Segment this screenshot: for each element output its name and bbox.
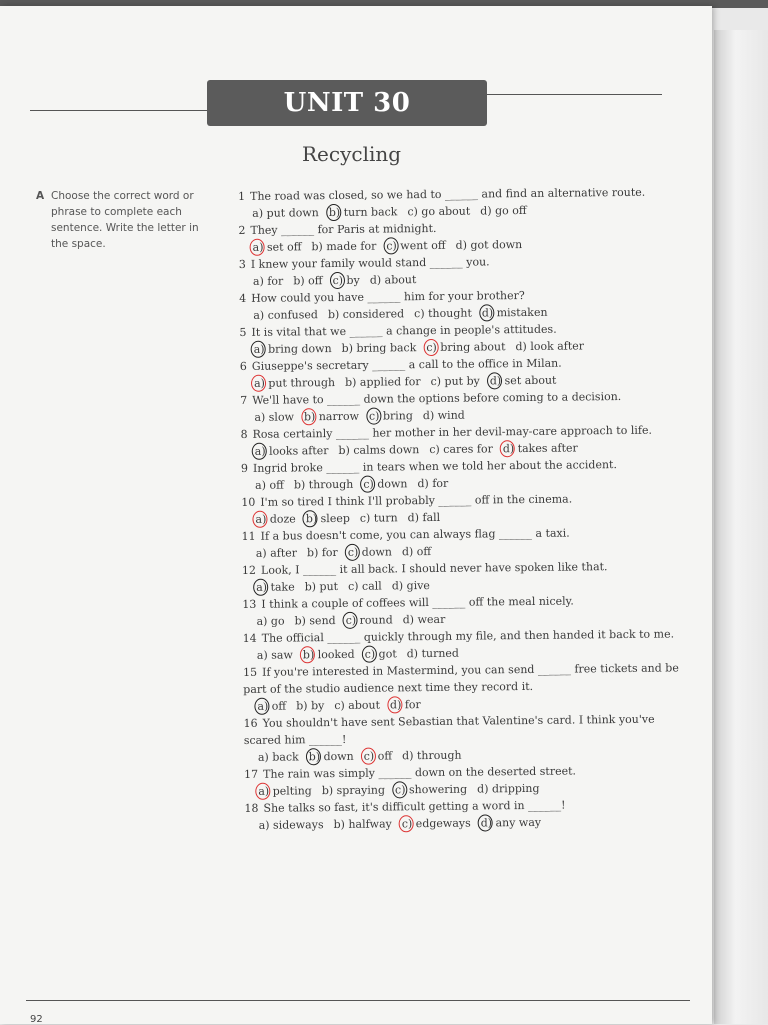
question-number: 1 bbox=[238, 189, 246, 203]
answer-option[interactable]: b) sleep bbox=[306, 512, 350, 525]
question-text: Giuseppe's secretary ______ a call to the office in Milan. bbox=[251, 356, 562, 373]
answer-option[interactable]: d) about bbox=[369, 273, 417, 287]
question-number: 14 bbox=[242, 631, 257, 645]
pen-circle-mark bbox=[303, 510, 318, 527]
pen-circle-mark bbox=[361, 748, 376, 765]
question-item bbox=[241, 489, 681, 528]
question-text: I knew your family would stand ______ you. bbox=[250, 255, 490, 271]
answer-option[interactable]: b) put bbox=[304, 579, 339, 594]
header-rule-left bbox=[30, 110, 208, 111]
question-item bbox=[243, 625, 683, 664]
pen-circle-mark bbox=[362, 646, 377, 663]
question-text: Look, I ______ it all back. I should never have spoken like that. bbox=[260, 560, 608, 577]
answer-option[interactable]: c) bring about bbox=[426, 340, 505, 354]
question-number: 11 bbox=[241, 529, 256, 543]
answer-option[interactable]: c) off bbox=[364, 749, 393, 762]
answer-option[interactable]: c) put by bbox=[430, 374, 480, 388]
answer-option[interactable]: d) turned bbox=[406, 646, 460, 661]
answer-option[interactable]: d) for bbox=[390, 698, 421, 711]
answer-option[interactable]: c) turn bbox=[359, 511, 398, 525]
question-text: They ______ for Paris at midnight. bbox=[250, 221, 437, 237]
question-number: 9 bbox=[240, 461, 249, 475]
question-number: 16 bbox=[243, 716, 258, 730]
page-subtitle: Recycling bbox=[302, 142, 402, 166]
question-item bbox=[242, 591, 682, 630]
answer-option[interactable]: b) for bbox=[306, 545, 338, 560]
exercise-instruction bbox=[36, 188, 216, 252]
pen-circle-mark bbox=[399, 815, 414, 832]
instruction-text: Choose the correct word or phrase to complete each sentence. Write the letter in the space. bbox=[51, 190, 199, 250]
header-rule-right bbox=[486, 94, 662, 95]
answer-option[interactable]: a) put down bbox=[252, 206, 319, 220]
pen-circle-mark bbox=[423, 339, 438, 356]
question-item bbox=[243, 659, 684, 715]
question-number: 7 bbox=[240, 393, 248, 407]
question-item bbox=[239, 251, 679, 290]
question-item bbox=[240, 387, 680, 426]
answer-option[interactable]: a) for bbox=[252, 274, 284, 288]
answer-option[interactable]: d) give bbox=[391, 579, 430, 593]
question-text: She talks so fast, it's difficult getting a word in ______! bbox=[263, 798, 566, 815]
question-number: 17 bbox=[244, 767, 259, 781]
answer-option[interactable]: b) down bbox=[309, 750, 354, 763]
pen-circle-mark bbox=[387, 696, 402, 713]
question-item bbox=[238, 183, 678, 222]
answer-option[interactable]: c) went off bbox=[386, 239, 445, 253]
pen-circle-mark bbox=[366, 408, 381, 425]
question-number: 15 bbox=[243, 665, 258, 679]
question-text: If a bus doesn't come, you can always flag ______ a taxi. bbox=[260, 526, 570, 543]
answer-option[interactable]: c) by bbox=[332, 274, 359, 287]
question-text: How could you have ______ him for your brother? bbox=[251, 289, 525, 305]
answer-option[interactable]: c) down bbox=[348, 545, 392, 558]
question-text: We'll have to ______ down the options before coming to a decision. bbox=[252, 389, 622, 407]
answer-option[interactable]: c) thought bbox=[414, 306, 472, 321]
question-number: 2 bbox=[238, 223, 246, 237]
answer-option[interactable]: a) take bbox=[256, 580, 295, 593]
question-number: 6 bbox=[239, 359, 247, 373]
question-number: 5 bbox=[239, 325, 247, 339]
answer-option[interactable]: d) wind bbox=[422, 408, 465, 423]
pen-circle-mark bbox=[392, 781, 407, 798]
question-list bbox=[238, 183, 685, 834]
question-item bbox=[244, 761, 684, 800]
pen-circle-mark bbox=[326, 204, 341, 221]
answer-option[interactable]: d) got down bbox=[455, 238, 523, 252]
answer-option[interactable]: c) call bbox=[348, 579, 382, 593]
answer-option[interactable]: d) any way bbox=[481, 816, 542, 830]
answer-option[interactable]: b) turn back bbox=[329, 205, 398, 219]
question-text: Rosa certainly ______ her mother in her devil-may-care approach to life. bbox=[252, 423, 652, 441]
pen-circle-mark bbox=[252, 511, 267, 528]
answer-option[interactable]: c) go about bbox=[407, 204, 471, 219]
pen-circle-mark bbox=[306, 748, 321, 765]
answer-option[interactable]: a) confused bbox=[253, 308, 318, 322]
answer-option[interactable]: d) through bbox=[402, 748, 462, 763]
pen-circle-mark bbox=[254, 698, 269, 715]
question-text: I'm so tired I think I'll probably ______ off in the cinema. bbox=[260, 492, 573, 509]
answer-option[interactable]: a) doze bbox=[255, 512, 295, 525]
answer-option[interactable]: c) cares for bbox=[429, 442, 493, 457]
textbook-page bbox=[0, 6, 712, 1024]
answer-option[interactable]: c) about bbox=[334, 698, 381, 713]
answer-option[interactable]: d) set about bbox=[490, 374, 557, 388]
answer-option[interactable]: b) applied for bbox=[344, 375, 421, 389]
pen-circle-mark bbox=[255, 783, 270, 800]
question-item bbox=[242, 523, 682, 562]
answer-option[interactable]: a) sideways bbox=[258, 818, 324, 832]
answer-option[interactable]: d) mistaken bbox=[482, 306, 548, 320]
question-item bbox=[244, 795, 684, 834]
question-number: 8 bbox=[240, 427, 248, 441]
pen-circle-mark bbox=[360, 476, 375, 493]
question-item bbox=[239, 319, 679, 358]
question-item bbox=[240, 421, 680, 460]
question-item bbox=[242, 557, 682, 596]
answer-option[interactable]: a) off bbox=[257, 700, 286, 713]
pen-circle-mark bbox=[252, 443, 267, 460]
pen-circle-mark bbox=[500, 440, 515, 457]
question-line bbox=[243, 659, 683, 698]
answer-option[interactable]: a) saw bbox=[256, 648, 293, 662]
answer-option[interactable]: d) look after bbox=[515, 339, 585, 354]
question-text: The rain was simply ______ down on the deserted street. bbox=[263, 764, 577, 781]
question-text: I think a couple of coffees will ______ off the meal nicely. bbox=[261, 594, 574, 611]
question-number: 10 bbox=[241, 495, 256, 509]
answer-option[interactable]: b) made for bbox=[311, 239, 377, 254]
answer-option[interactable]: c) got bbox=[365, 647, 397, 660]
pen-circle-mark bbox=[251, 341, 266, 358]
answer-option[interactable]: b) narrow bbox=[304, 410, 359, 424]
answer-option[interactable]: a) back bbox=[257, 750, 299, 764]
answer-option[interactable]: a) slow bbox=[254, 410, 295, 424]
facing-page-edge bbox=[714, 30, 768, 1024]
answer-option[interactable]: b) looked bbox=[303, 648, 355, 662]
question-text: Ingrid broke ______ in tears when we told her about the accident. bbox=[252, 458, 618, 475]
question-text: You shouldn't have sent Sebastian that Valentine's card. I think you've scared him ______! bbox=[243, 712, 655, 747]
answer-option[interactable]: a) bring down bbox=[254, 342, 332, 356]
answer-option[interactable]: d) for bbox=[417, 476, 449, 491]
answer-option[interactable]: a) off bbox=[255, 478, 284, 492]
question-text: The road was closed, so we had to ______ and find an alternative route. bbox=[250, 185, 646, 203]
answer-option[interactable]: b) through bbox=[293, 477, 354, 492]
answer-option[interactable]: b) bring back bbox=[341, 341, 417, 355]
answer-option[interactable]: b) halfway bbox=[333, 817, 392, 832]
answer-option[interactable]: b) spraying bbox=[321, 783, 386, 798]
answer-options bbox=[245, 812, 685, 834]
answer-option[interactable]: d) takes after bbox=[503, 441, 578, 455]
footer-rule bbox=[26, 1000, 690, 1001]
question-item bbox=[241, 455, 681, 494]
pen-circle-mark bbox=[329, 272, 344, 289]
pen-circle-mark bbox=[250, 239, 265, 256]
question-number: 13 bbox=[242, 597, 257, 611]
answer-option[interactable]: d) wear bbox=[402, 612, 446, 627]
pen-circle-mark bbox=[478, 814, 493, 831]
answer-option[interactable]: d) fall bbox=[407, 510, 441, 525]
question-text: If you're interested in Mastermind, you can send ______ free tickets and be part of the studio audience next time they record it. bbox=[243, 661, 679, 696]
pen-circle-mark bbox=[300, 646, 315, 663]
question-line bbox=[244, 710, 684, 749]
answer-option[interactable]: b) off bbox=[293, 274, 323, 288]
answer-option[interactable]: c) showering bbox=[395, 783, 467, 797]
question-number: 12 bbox=[241, 563, 257, 577]
answer-option[interactable]: b) considered bbox=[327, 307, 405, 322]
page-number: 92 bbox=[30, 1014, 43, 1025]
answer-option[interactable]: a) go bbox=[256, 614, 285, 628]
question-number: 18 bbox=[244, 801, 259, 815]
question-item bbox=[239, 285, 679, 324]
pen-circle-mark bbox=[345, 544, 360, 561]
question-text: It is vital that we ______ a change in people's attitudes. bbox=[251, 322, 557, 339]
answer-option[interactable]: c) edgeways bbox=[402, 817, 471, 831]
answer-option[interactable]: a) set off bbox=[253, 240, 302, 254]
answer-option[interactable]: a) after bbox=[255, 546, 298, 560]
answer-option[interactable]: b) calms down bbox=[338, 443, 420, 457]
answer-option[interactable]: a) looks after bbox=[255, 444, 329, 458]
pen-circle-mark bbox=[251, 375, 266, 392]
question-item bbox=[244, 710, 685, 766]
pen-circle-mark bbox=[301, 408, 316, 425]
question-item bbox=[240, 353, 680, 392]
pen-circle-mark bbox=[383, 237, 398, 254]
question-item bbox=[238, 217, 678, 256]
pen-circle-mark bbox=[479, 304, 494, 321]
answer-option[interactable]: d) go off bbox=[480, 203, 527, 218]
question-number: 3 bbox=[238, 257, 246, 271]
answer-option[interactable]: b) by bbox=[296, 699, 325, 713]
pen-circle-mark bbox=[253, 579, 268, 596]
answer-option[interactable]: d) dripping bbox=[477, 781, 540, 796]
answer-option[interactable]: d) off bbox=[401, 544, 432, 559]
pen-circle-mark bbox=[487, 372, 502, 389]
answer-option[interactable]: c) round bbox=[346, 613, 393, 626]
answer-option[interactable]: c) down bbox=[363, 477, 407, 490]
question-number: 4 bbox=[239, 291, 247, 305]
answer-option[interactable]: c) bring bbox=[369, 409, 413, 422]
answer-option[interactable]: a) pelting bbox=[258, 784, 312, 798]
answer-option[interactable]: b) send bbox=[294, 614, 336, 628]
unit-title: UNIT 30 bbox=[207, 80, 487, 126]
exercise-letter: A bbox=[36, 190, 45, 202]
question-text: The official ______ quickly through my file, and then handed it back to me. bbox=[261, 627, 675, 645]
pen-circle-mark bbox=[343, 612, 358, 629]
answer-option[interactable]: a) put through bbox=[254, 376, 335, 390]
